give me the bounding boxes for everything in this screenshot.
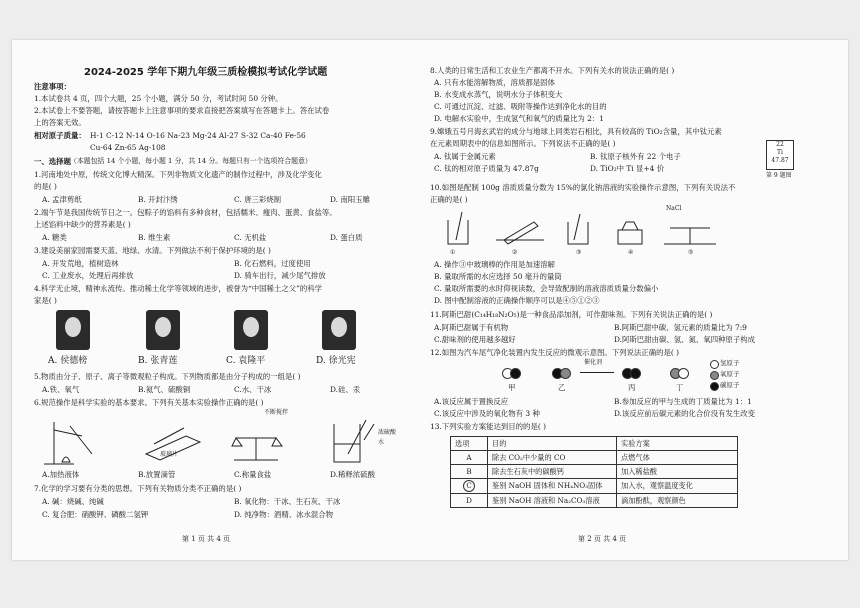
molecule-label: 乙 [558, 383, 566, 392]
header-cell: 实验方案 [617, 437, 738, 451]
scientist-name: D. 徐光宪 [316, 356, 356, 366]
option: A. 开发荒地，植树造林 [42, 259, 119, 268]
table-row [451, 494, 738, 508]
option: C. 量取所需要的水时仰视读数，会导致配制的溶液溶质质量分数偏小 [434, 284, 659, 293]
option: D. 纯净物：酒精、冰水混合物 [234, 510, 334, 519]
option: B. 钛原子核外有 22 个电子 [590, 152, 681, 161]
question-12: 12.如图为汽车尾气净化装置内发生反应的微观示意图。下列说法正确的是( ) [430, 348, 679, 357]
element-symbol: Ti [777, 149, 783, 156]
option: C.甜味剂的使用越多越好 [434, 335, 516, 344]
question-10-tail: 正确的是( ) [430, 195, 468, 204]
table-row [451, 465, 738, 479]
step-number: ④ [628, 249, 634, 256]
diagram-label: 不断搅拌 [264, 409, 289, 416]
method-cell: 点燃气体 [617, 451, 738, 465]
periodic-table-cell [766, 140, 794, 170]
atomic-mass-values: H-1 C-12 N-14 O-16 Na-23 Mg-24 Al-27 S-32 Ca-40 Fe-56 [90, 131, 306, 140]
reaction-arrow [580, 372, 614, 373]
page-footer: 第 2 页 共 4 页 [578, 535, 627, 543]
atomic-mass-values: Cu-64 Zn-65 Ag-108 [90, 143, 166, 152]
hydrogen-atom [678, 368, 689, 379]
option: B. 维生素 [138, 233, 171, 242]
solution-prep-figure [440, 210, 740, 248]
note-line: 上的答案无效。 [34, 118, 86, 127]
option: D.该反应前后碳元素的化合价没有发生改变 [614, 409, 756, 418]
step-number: ③ [576, 249, 582, 256]
question-9-tail: 在元素周期表中的信息如图所示。下列说法不正确的是( ) [430, 139, 616, 148]
method-cell: 加入水，观察温度变化 [617, 479, 738, 494]
atomic-mass-label: 相对原子质量： [34, 131, 86, 140]
option: A. 只有水能溶解物质，溶质都是固体 [434, 78, 555, 87]
page-2 [430, 40, 840, 560]
molecule-label: 丙 [628, 383, 636, 392]
diagram-label: NaCl [666, 205, 682, 212]
question-7: 7.化学的学习要有分类的思想。下列有关物质分类不正确的是( ) [34, 484, 242, 493]
purpose-cell: 除去生石灰中的碳酸钙 [488, 465, 617, 479]
lab-operations-figure [34, 414, 424, 468]
option: A.加热液体 [42, 470, 80, 479]
oxygen-atom [560, 368, 571, 379]
option: A.铁、氧气 [42, 385, 80, 394]
page-1 [34, 40, 430, 560]
option: D. 蛋白质 [330, 233, 363, 242]
scientist-name: C. 袁隆平 [226, 356, 266, 366]
option: C. 钛的相对原子质量为 47.87g [434, 164, 539, 173]
scientist-name: B. 张青莲 [138, 356, 178, 366]
legend-label: 氢原子 [720, 359, 740, 367]
option: A.阿斯巴甜属于有机物 [434, 323, 509, 332]
option: A. 孟津剪纸 [42, 195, 82, 204]
scientist-name: A. 侯德榜 [48, 356, 88, 366]
diagram-label: 玻璃片 [160, 451, 179, 458]
option: A. 钛属于金属元素 [434, 152, 496, 161]
header-cell: 选项 [451, 437, 488, 451]
question-1: 1.河南地处中原，传统文化博大精深。下列非物质文化遗产的制作过程中，涉及化学变化 [34, 170, 322, 179]
option: D.硅、汞 [330, 385, 361, 394]
diagram-label: 水 [378, 439, 385, 446]
method-cell: 滴加酚酞，观察颜色 [617, 494, 738, 508]
option: D. 图中配制溶液的正确操作顺序可以是④⑤①②③ [434, 296, 600, 305]
purpose-cell: 鉴别 NaOH 固体和 NH₄NO₃固体 [488, 479, 617, 494]
carbon-atom [510, 368, 521, 379]
option: A. 操作③中玻璃棒的作用是加速溶解 [434, 260, 555, 269]
step-number: ② [512, 249, 518, 256]
step-number: ① [450, 249, 456, 256]
option: D.稀释浓硫酸 [330, 470, 375, 479]
exam-title: 2024-2025 学年下期九年级三质检模拟考试化学试题 [84, 67, 328, 78]
note-line: 1.本试卷共 4 页，四个大题，25 个小题，满分 50 分，考试时间 50 分钟。 [34, 94, 283, 103]
option: B.氦气、硫酸铜 [138, 385, 191, 394]
option: C. 可通过沉淀、过滤、吸附等操作达到净化水的目的 [434, 102, 607, 111]
option: B. 氧化物：干冰、生石灰、干冰 [234, 497, 341, 506]
question-8: 8.人类的日常生活和工农业生产都离不开水。下列有关水的说法正确的是( ) [430, 66, 675, 75]
legend-label: 氧原子 [720, 370, 740, 378]
legend-label: 碳原子 [720, 381, 740, 389]
step-number: ⑤ [688, 249, 694, 256]
option: C. 唐三彩烧制 [234, 195, 282, 204]
catalyst-label: 催化剂 [584, 359, 603, 366]
question-10: 10.如图是配制 100g 溶质质量分数为 15%的氯化钠溶液的实验操作示意图，下列有关说法不 [430, 183, 736, 192]
option: D. TiO₂中 Ti 显+4 价 [590, 164, 665, 173]
experiment-table [450, 436, 738, 508]
diagram-label: 浓硫酸 [378, 429, 397, 436]
table-row [451, 479, 738, 494]
atomic-number: 22 [776, 141, 784, 148]
option-cell: C [463, 480, 475, 492]
option-cell: D [451, 494, 488, 508]
question-9: 9.嫦娥五号月海玄武岩的成分与地球上同类岩石相比，具有较高的 TiO₂含量，其中钛元素 [430, 127, 722, 136]
atomic-mass: 47.87 [771, 157, 789, 164]
scientist-photo [146, 310, 180, 350]
figure-caption: 第 9 题图 [766, 172, 792, 179]
option: B.放置滴管 [138, 470, 176, 479]
option-cell: B [451, 465, 488, 479]
option: A. 碱：烧碱、纯碱 [42, 497, 104, 506]
header-cell: 目的 [488, 437, 617, 451]
question-2-tail: 上述馅料中缺少的营养素是( ) [34, 220, 131, 229]
option: B. 开封汴绣 [138, 195, 178, 204]
scientist-photo [56, 310, 90, 350]
question-13: 13.下列实验方案能达到目的的是( ) [430, 422, 546, 431]
question-3: 3.建设美丽家园需要天蓝、地绿、水清。下列做法不利于保护环境的是( ) [34, 246, 271, 255]
question-11: 11.阿斯巴甜(C₁₄H₁₈N₂O₅)是一种食品添加剂，可作甜味剂。下列有关说法正确的是( ) [430, 310, 713, 319]
option: C. 无机盐 [234, 233, 267, 242]
option: A.该反应属于置换反应 [434, 397, 509, 406]
legend-oxygen-icon [710, 371, 719, 380]
option: B.参加反应的甲与生成的丁质量比为 1：1 [614, 397, 752, 406]
option: D.阿斯巴甜由碳、氢、氮、氧四种原子构成 [614, 335, 756, 344]
option: B. 量取所需的水应选择 50 毫升的量筒 [434, 272, 562, 281]
question-6: 6.规范操作是科学实验的基本要求。下列有关基本实验操作正确的是( ) [34, 398, 264, 407]
notes-heading: 注意事项： [34, 82, 71, 91]
option-cell: A [451, 451, 488, 465]
molecule-label: 甲 [508, 383, 516, 392]
option: B. 化石燃料，过度使用 [234, 259, 311, 268]
option: D. 南阳玉雕 [330, 195, 370, 204]
legend-hydrogen-icon [710, 360, 719, 369]
option: D. 骑车出行，减少尾气排放 [234, 271, 326, 280]
option: C.水、干冰 [234, 385, 272, 394]
section-heading: 一、选择题 [34, 157, 71, 166]
option: B. 水变成水蒸气，说明水分子体积变大 [434, 90, 563, 99]
option: A. 糖类 [42, 233, 67, 242]
question-2: 2.端午节是我国传统节日之一。包粽子的馅料有多种食材，包括糯米、瘦肉、蛋黄、食盐等。 [34, 208, 337, 217]
molecule-label: 丁 [676, 383, 684, 392]
option: C.称量食盐 [234, 470, 272, 479]
legend-carbon-icon [710, 382, 719, 391]
question-1-tail: 的是( ) [34, 182, 57, 191]
section-note: （本题包括 14 个小题，每小题 1 分，共 14 分。每题只有一个选项符合题意） [70, 157, 312, 165]
option: C. 工业废水，处理后再排放 [42, 271, 134, 280]
table-row [451, 451, 738, 465]
table-header-row [451, 437, 738, 451]
question-5: 5.物质由分子、原子、离子等微观粒子构成。下列物质都是由分子构成的一组是( ) [34, 372, 301, 381]
option: C.该反应中涉及的氧化物有 3 种 [434, 409, 540, 418]
purpose-cell: 除去 CO₂中少量的 CO [488, 451, 617, 465]
note-line: 2.本试卷上不要答题，请按答题卡上注意事项的要求直接把答案填写在答题卡上。答在试卷 [34, 106, 330, 115]
carbon-atom [630, 368, 641, 379]
scientist-photo [322, 310, 356, 350]
option: B.阿斯巴甜中碳、氢元素的质量比为 7:9 [614, 323, 747, 332]
purpose-cell: 鉴别 NaOH 溶液和 Na₂CO₃溶液 [488, 494, 617, 508]
question-4-tail: 家是( ) [34, 296, 57, 305]
method-cell: 加入稀盐酸 [617, 465, 738, 479]
option: C. 复合肥：硝酸钾、磷酸二氢钾 [42, 510, 149, 519]
page-footer: 第 1 页 共 4 页 [182, 535, 231, 543]
option: D. 电解水实验中，生成氢气和氧气的质量比为 2：1 [434, 114, 604, 123]
scientist-photo [234, 310, 268, 350]
question-4: 4.科学无止境，精神永流传。推动稀土化学等领域的进步，被誉为“中国稀土之父”的科学 [34, 284, 323, 293]
exam-sheet [12, 40, 848, 560]
